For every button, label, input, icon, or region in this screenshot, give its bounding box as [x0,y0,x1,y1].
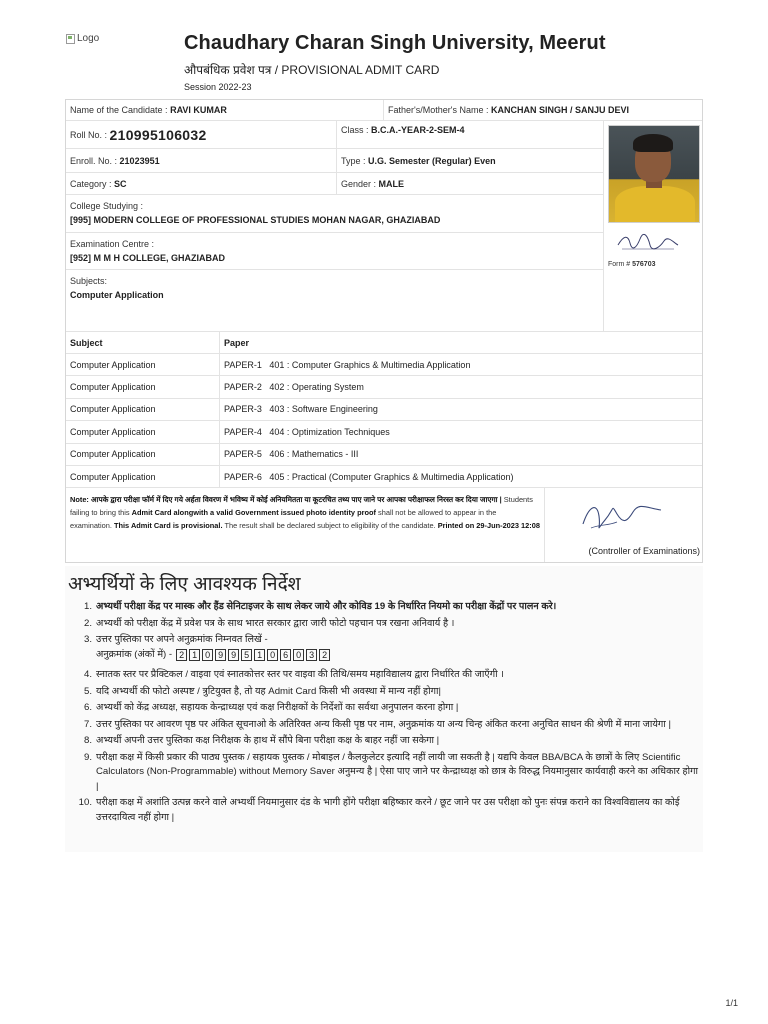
paper-row [66,399,702,421]
instruction-item: 8. अभ्यर्थी अपनी उत्तर पुस्तिका कक्ष निरीक्षक के हाथ में सौंपे बिना परीक्षा कक्ष के बाहर नहीं जा सकेगा | [83,735,440,746]
roll-digit: 9 [228,649,239,661]
college-value: [995] MODERN COLLEGE OF PROFESSIONAL STUDIES MOHAN NAGAR, GHAZIABAD [70,215,441,225]
roll-digits-label: अनुक्रमांक (अंकों में) - [96,648,173,660]
gender-value: MALE [378,178,405,189]
paper-title: PAPER-4 404 : Optimization Techniques [224,426,390,437]
instructions-title: अभ्यर्थियों के लिए आवश्यक निर्देश [68,574,301,595]
photo-panel [604,121,702,331]
admit-card [65,99,703,563]
roll-digit: 5 [241,649,252,661]
instruction-item: 10. परीक्षा कक्ष में अशांति उत्पन्न करने वाले अभ्यर्थी नियमानुसार दंड के भागी होंगे परीक्षा बहिष्कार करने / छूट जाने पर उस परीक्षा को पुनः संपन्न कराने का विश्वविद्यालय का कोई उत्तरदायित्व नहीं होगा | [78,797,680,823]
class-label: Class : [341,125,369,135]
papers-header-row [66,332,702,354]
roll-digit: 2 [176,649,187,661]
enroll-label: Enroll. No. : [70,155,118,166]
class-value: B.C.A.-YEAR-2-SEM-4 [371,125,465,135]
college-label: College Studying : [70,201,144,211]
centre-block [66,233,603,270]
instructions-list [80,600,700,827]
name-row [66,100,702,121]
broken-image-icon [66,34,75,44]
category-label: Category : [70,178,112,189]
roll-digit: 9 [215,649,226,661]
roll-digit: 1 [189,649,200,661]
controller-panel [545,488,702,562]
parent-name-label: Father's/Mother's Name : [388,105,489,115]
enroll-number: 21023951 [119,155,160,166]
college-block [66,195,603,233]
roll-digit: 0 [202,649,213,661]
parent-name: KANCHAN SINGH / SANJU DEVI [490,105,629,115]
form-number-value: 576703 [632,261,656,268]
subject-column-header: Subject [66,332,220,353]
roll-digit-boxes [176,649,332,661]
note-text-1: Students failing to bring this [70,495,533,518]
roll-row [66,121,603,149]
instruction-item: 4. स्नातक स्तर पर प्रैक्टिकल / वाइवा एवं स्नातकोत्तर स्तर पर वाइवा की तिथि/समय महाविद्यालय द्वारा निर्धारित की जाएँगी । [83,669,504,680]
paper-row [66,354,702,376]
paper-title: PAPER-5 406 : Mathematics - III [224,449,359,460]
printed-on: Printed on 29-Jun-2023 12:08 [437,521,540,531]
paper-subject: Computer Application [66,421,220,442]
admit-card-note [66,488,545,562]
roll-number: 210995106032 [109,126,207,143]
admit-card-title: औपबंधिक प्रवेश पत्र / PROVISIONAL ADMIT CARD [184,63,440,77]
roll-digit: 0 [267,649,278,661]
candidate-name: RAVI KUMAR [170,105,227,115]
roll-digit: 2 [319,649,330,661]
note-bold-1: Admit Card alongwith a valid Government issued photo identity proof [131,508,376,518]
instruction-item: 6. अभ्यर्थी को केंद्र अध्यक्ष, सहायक केन्द्राध्यक्ष एवं कक्ष निरीक्षकों के निर्देशों का सर्वथा अनुपालन करना होगा | [83,702,459,713]
subjects-block [66,270,603,307]
gender-label: Gender : [341,178,377,189]
note-text-3: The result shall be declared subject to eligibility of the candidate. [224,521,436,531]
roll-digit: 1 [254,649,265,661]
candidate-signature [614,231,682,253]
roll-digit: 6 [280,649,291,661]
candidate-details [66,121,702,332]
form-number-label: Form # [608,261,631,268]
note-label: Note: [70,495,89,505]
instruction-item: 9. परीक्षा कक्ष में किसी प्रकार की पाठ्य पुस्तक / सहायक पुस्तक / मोबाइल / कैलकुलेटर इत्यादि नहीं लायी जा सकती है | यद्यपि केवल BBA/BCA के छात्रों के लिए Scientific Calculators (Non-Programmable) without Memory Saver अनुमन्य है | ऐसा पाए जाने पर केन्द्राध्यक्ष को छात्र के विरुद्ध नियमानुसार कार्यवाही करने का अधिकार होगा | [83,751,698,792]
candidate-photo [608,125,700,223]
note-text-2: shall not be allowed to appear in the examination. [70,508,497,531]
controller-label: (Controller of Examinations) [588,546,700,557]
centre-label: Examination Centre : [70,239,155,249]
paper-subject: Computer Application [66,399,220,420]
paper-subject: Computer Application [66,354,220,375]
subjects-value: Computer Application [70,290,164,300]
paper-title: PAPER-2 402 : Operating System [224,382,364,393]
paper-row [66,466,702,488]
paper-subject: Computer Application [66,376,220,397]
category-value: SC [114,178,127,189]
centre-value: [952] M M H COLLEGE, GHAZIABAD [70,253,226,263]
subjects-label: Subjects: [70,276,108,286]
paper-column-header: Paper [224,337,250,348]
roll-label: Roll No. : [70,129,108,140]
note-hindi: आपके द्वारा परीक्षा फॉर्म में दिए गये अर्हता विवरण में भविष्य में कोई अनियमितता या कूटरचित तथ्य पाए जाने पर आपका परीक्षाफल निरस्त कर दिया जाएगा | [90,495,502,505]
type-value: U.G. Semester (Regular) Even [368,155,496,166]
candidate-name-label: Name of the Candidate : [70,105,168,115]
paper-subject: Computer Application [66,444,220,465]
logo-alt-text: Logo [77,33,100,44]
paper-row [66,376,702,398]
type-label: Type : [341,155,366,166]
university-title: Chaudhary Charan Singh University, Meerut [184,32,606,54]
instruction-item: 7. उत्तर पुस्तिका पर आवरण पृष्ठ पर अंकित सूचनाओ के अतिरिक्त अन्य किसी पृष्ठ पर नाम, अनुक्रमांक या अन्य चिन्ह अंकित करना अनुचित साधन की श्रेणी में माना जायेगा | [83,718,671,730]
instruction-item: 2. अभ्यर्थी को परीक्षा केंद्र में प्रवेश पत्र के साथ भारत सरकार द्वारा जारी फोटो पहचान पत्र रखना अनिवार्य है । [83,617,455,629]
university-logo [66,33,99,44]
instructions-panel [65,566,703,852]
paper-title: PAPER-6 405 : Practical (Computer Graphics & Multimedia Application) [224,471,514,482]
instruction-item: 1. अभ्यर्थी परीक्षा केंद्र पर मास्क और हैंड सेनिटाइजर के साथ लेकर जाये और कोविड 19 के निर्धारित नियमो का परीक्षा केंद्रों पर पालन करे। [83,601,557,612]
paper-title: PAPER-3 403 : Software Engineering [224,404,378,415]
instruction-item: 3. उत्तर पुस्तिका पर अपने अनुक्रमांक निम्नवत लिखें - अनुक्रमांक (अंकों में) - 2 1 0 9 9 5 1 0 6 0 3 2 [80,633,700,662]
paper-row [66,444,702,466]
paper-subject: Computer Application [66,466,220,487]
page-number: 1/1 [725,998,738,1008]
roll-digit: 0 [293,649,304,661]
paper-row [66,421,702,443]
note-area [66,488,702,562]
session-label: Session 2022-23 [184,82,252,92]
note-bold-2: This Admit Card is provisional. [113,521,223,531]
controller-signature [577,494,667,534]
form-number [608,261,655,268]
paper-title: PAPER-1 401 : Computer Graphics & Multimedia Application [224,359,471,370]
instruction-item: 5. यदि अभ्यर्थी की फोटो अस्पष्ट / त्रुटियुक्त है, तो यह Admit Card किसी भी अवस्था में मान्य नहीं होगा| [83,685,442,697]
enroll-row [66,149,603,173]
roll-digit: 3 [306,649,317,661]
category-row [66,173,603,195]
